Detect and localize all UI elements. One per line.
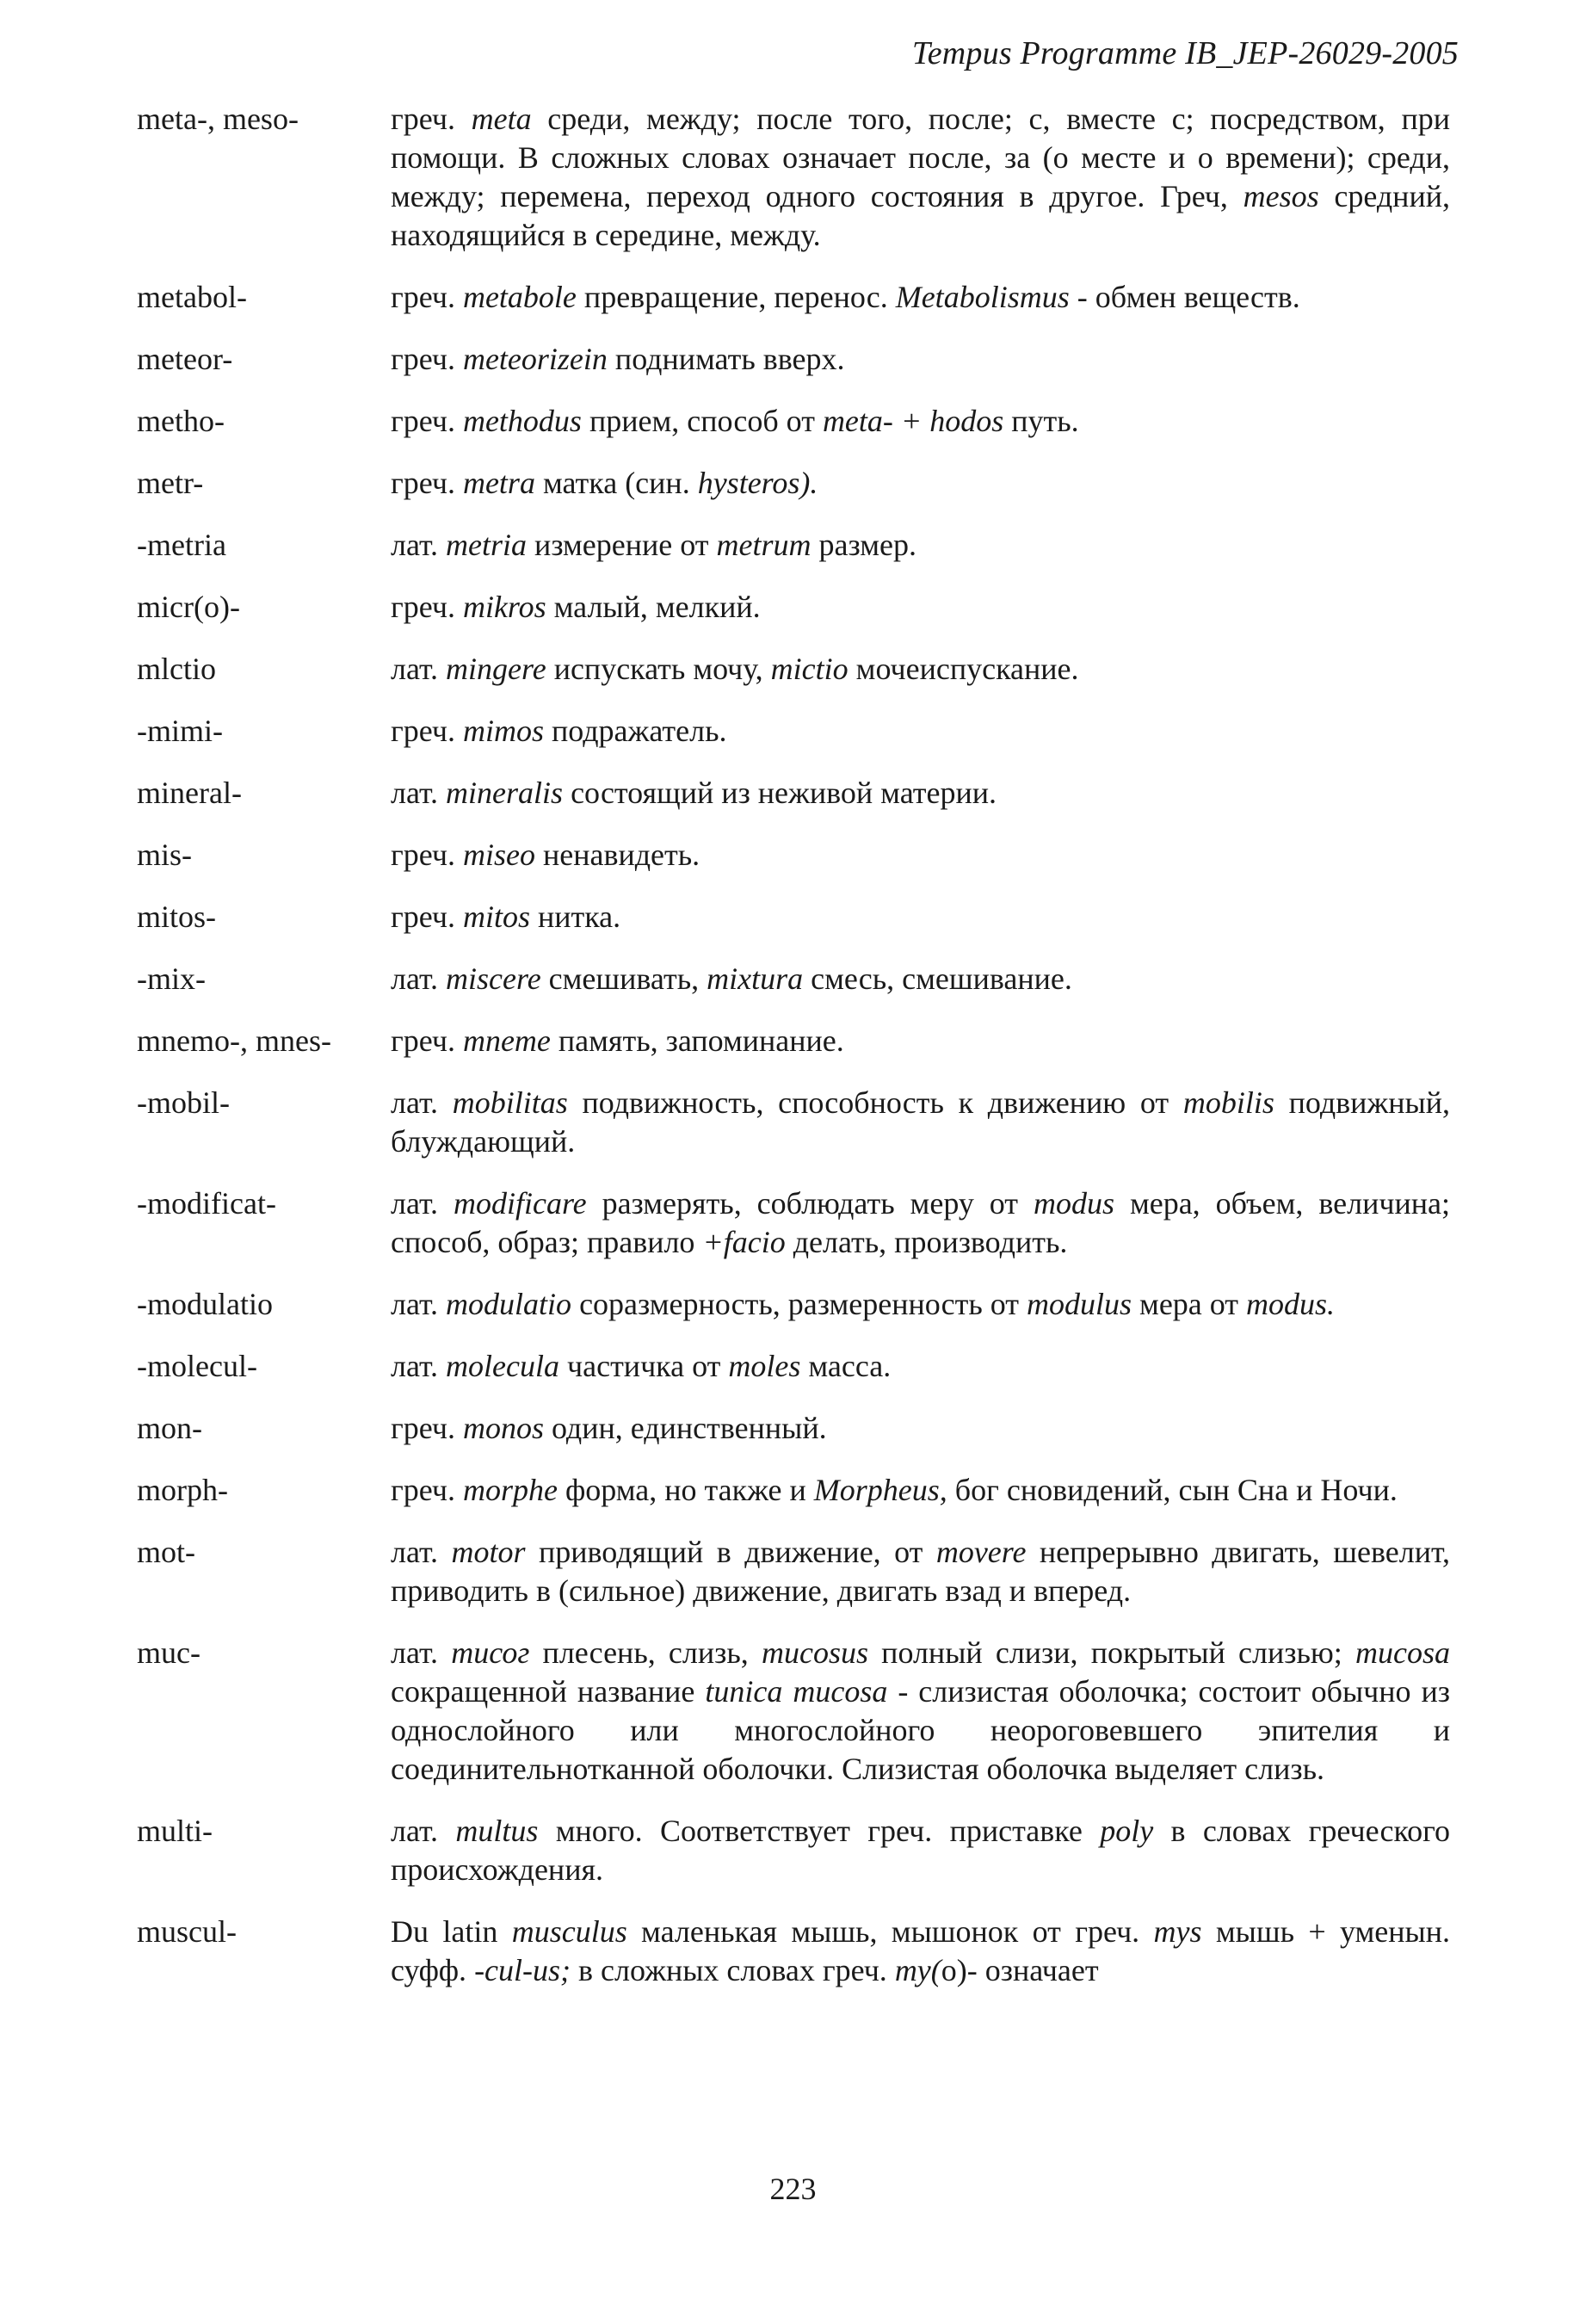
definition-italic-segment: mixtura (707, 961, 804, 996)
definition-italic-segment: mucosus (761, 1635, 868, 1670)
definition-segment: лат. (391, 652, 447, 686)
entry-definition (391, 960, 1450, 998)
definition-italic-segment: Metabolismus (895, 280, 1070, 314)
definition-segment: форма, но также и (557, 1473, 814, 1507)
definition-italic-segment: -cul-us; (474, 1953, 571, 1987)
dictionary-entry (133, 402, 1450, 441)
definition-segment: подражатель. (543, 714, 727, 748)
definition-segment: непрерывно двигать, шевелит, приводить в (сильное) движение, двигать взад и вперед. (391, 1535, 1450, 1608)
definition-italic-segment: mitos (462, 899, 530, 934)
definition-italic-segment: modulus (1027, 1287, 1132, 1321)
definition-segment: делать, производить. (785, 1225, 1068, 1259)
definition-segment: греч. (391, 102, 472, 136)
entry-definition (391, 1184, 1450, 1262)
definition-italic-segment: motor (451, 1535, 526, 1569)
definition-segment: смешивать, (540, 961, 707, 996)
dictionary-entry (133, 1022, 1450, 1060)
definition-segment: малый, мелкий. (546, 590, 761, 624)
definition-segment: мышь + уменын. суфф. (391, 1914, 1451, 1987)
definition-segment: размер. (811, 528, 916, 562)
definition-segment: - обмен веществ. (1069, 280, 1300, 314)
dictionary-entry (133, 898, 1450, 936)
entry-definition (391, 774, 1450, 813)
entry-definition (391, 1022, 1450, 1060)
definition-italic-segment: meta (471, 102, 532, 136)
entry-definition (391, 100, 1450, 255)
dictionary-entry (133, 960, 1450, 998)
definition-segment: подвижность, способность к движению от (567, 1085, 1183, 1120)
definition-segment: полный слизи, покрытый слизью; (867, 1635, 1355, 1670)
definition-italic-segment: metabole (462, 280, 577, 314)
entry-term: multi- (137, 1814, 213, 1848)
dictionary-entry (133, 1285, 1450, 1324)
definition-segment: греч. (391, 838, 463, 872)
definition-segment: лат. (391, 1349, 447, 1383)
page-number: 223 (769, 2172, 817, 2206)
definition-italic-segment: mneme (462, 1023, 551, 1058)
page-header: Tempus Programme IB_JEP-26029-2005 (911, 35, 1459, 71)
definition-segment: соразмерность, размеренность от (571, 1287, 1028, 1321)
definition-italic-segment: moles (728, 1349, 801, 1383)
definition-segment: греч. (391, 1411, 463, 1445)
definition-italic-segment: modulatio (446, 1287, 572, 1321)
dictionary-entry (133, 1471, 1450, 1510)
entry-definition (391, 1347, 1450, 1386)
entry-term: meta-, meso- (137, 102, 299, 136)
entry-term: -mobil- (137, 1085, 230, 1120)
definition-italic-segment: tunica mucosa (705, 1674, 888, 1709)
entry-term: mot- (137, 1535, 195, 1569)
definition-italic-segment: metrum (716, 528, 812, 562)
definition-segment: размерять, соблюдать меру от (586, 1186, 1034, 1221)
definition-segment: приводящий в движение, от (525, 1535, 936, 1569)
entry-term: -mimi- (137, 714, 223, 748)
entry-definition (391, 650, 1450, 689)
definition-italic-segment: morphe (462, 1473, 558, 1507)
definition-segment: прием, способ от (581, 404, 823, 438)
definition-italic-segment: тисог (451, 1635, 530, 1670)
definition-segment: один, единственный. (543, 1411, 827, 1445)
entry-definition (391, 1471, 1450, 1510)
definition-italic-segment: miscere (446, 961, 541, 996)
entry-definition (391, 278, 1450, 317)
definition-segment: o)- означает (941, 1953, 1099, 1987)
entry-definition (391, 1084, 1450, 1161)
definition-segment: мера, объем, величина; способ, образ; правило (391, 1186, 1450, 1259)
entry-term: -mix- (137, 961, 206, 996)
definition-segment: бог сновидений, сын Сна и Ночи. (947, 1473, 1398, 1507)
definition-italic-segment: mobilis (1182, 1085, 1274, 1120)
entry-term: mineral- (137, 776, 242, 810)
definition-segment: подвижный, блуждающий. (391, 1085, 1450, 1159)
entry-definition (391, 712, 1450, 751)
definition-italic-segment: Morpheus, (813, 1473, 947, 1507)
definition-italic-segment: mobilitas (452, 1085, 568, 1120)
definition-italic-segment: mucosa (1355, 1635, 1450, 1670)
definition-italic-segment: meteorizein (462, 342, 608, 376)
definition-segment: лат. (391, 528, 447, 562)
entry-term: mon- (137, 1411, 202, 1445)
entry-definition (391, 526, 1450, 565)
definition-segment: ненавидеть. (534, 838, 700, 872)
definition-segment: греч. (391, 342, 463, 376)
definition-segment: мера от (1132, 1287, 1247, 1321)
definition-segment: в сложных словах греч. (571, 1953, 895, 1987)
definition-italic-segment: mictio (770, 652, 849, 686)
definition-segment: поднимать вверх. (607, 342, 845, 376)
definition-segment: лат. (391, 1814, 456, 1848)
dictionary-entry (133, 100, 1450, 255)
dictionary-entry (133, 774, 1450, 813)
dictionary-entry (133, 650, 1450, 689)
definition-segment: мочеиспускание. (848, 652, 1079, 686)
definition-segment: в словах греческого происхождения. (391, 1814, 1450, 1887)
definition-italic-segment: miseo (462, 838, 535, 872)
definition-segment: смесь, смешивание. (803, 961, 1072, 996)
definition-italic-segment: my( (894, 1953, 941, 1987)
dictionary-entry (133, 588, 1450, 627)
entry-term: metho- (137, 404, 225, 438)
entry-definition (391, 898, 1450, 936)
dictionary-entry (133, 340, 1450, 379)
definition-segment: превращение, перенос. (576, 280, 896, 314)
entry-term: muc- (137, 1635, 201, 1670)
entry-definition (391, 588, 1450, 627)
definition-italic-segment: mimos (462, 714, 544, 748)
dictionary-entry (133, 1409, 1450, 1448)
entry-term: metr- (137, 466, 204, 500)
entry-definition (391, 340, 1450, 379)
dictionary-entry (133, 464, 1450, 503)
entry-definition (391, 464, 1450, 503)
entry-definition (391, 1409, 1450, 1448)
definition-segment: частичка от (559, 1349, 729, 1383)
definition-italic-segment: multus (455, 1814, 539, 1848)
definition-segment: греч. (391, 899, 463, 934)
definition-italic-segment: mys (1153, 1914, 1202, 1949)
definition-italic-segment: modus (1033, 1186, 1114, 1221)
definition-segment: маленькая мышь, мышонок от греч. (626, 1914, 1154, 1949)
definition-segment: путь. (1003, 404, 1079, 438)
entry-definition (391, 1533, 1450, 1610)
definition-italic-segment: methodus (462, 404, 582, 438)
entry-term: meteor- (137, 342, 233, 376)
entry-term: mitos- (137, 899, 217, 934)
entry-term: mnemo-, mnes- (137, 1023, 331, 1058)
definition-segment: память, запоминание. (550, 1023, 844, 1058)
definition-segment: плесень, слизь, (529, 1635, 762, 1670)
entry-definition (391, 402, 1450, 441)
definition-segment: масса. (800, 1349, 892, 1383)
definition-italic-segment: metria (446, 528, 528, 562)
dictionary-entry (133, 836, 1450, 875)
entry-term: mlctio (137, 652, 216, 686)
entry-definition (391, 1285, 1450, 1324)
definition-italic-segment: hysteros). (697, 466, 818, 500)
definition-italic-segment: musculus (511, 1914, 627, 1949)
definition-segment: греч. (391, 466, 463, 500)
definition-italic-segment: meta- + hodos (822, 404, 1004, 438)
definition-segment: среди, между; после того, после; с, вместе с; посредством, при помощи. В сложных словах означает после, за (о месте и о времени); среди, между; перемена, переход одного состояния в другое. Греч, (391, 102, 1451, 213)
definition-italic-segment: metra (462, 466, 535, 500)
definition-segment: греч. (391, 1473, 463, 1507)
entry-term: muscul- (137, 1914, 237, 1949)
entry-definition (391, 1812, 1450, 1889)
definition-segment: много. Соответствует греч. приставке (538, 1814, 1101, 1848)
definition-segment: лат. (391, 1535, 452, 1569)
entry-term: -molecul- (137, 1349, 257, 1383)
dictionary-entry (133, 1084, 1450, 1161)
entry-term: micr(o)- (137, 590, 240, 624)
definition-segment: состоящий из неживой материи. (563, 776, 997, 810)
entry-definition (391, 1913, 1450, 1990)
dictionary-entry (133, 1634, 1450, 1789)
entry-definition (391, 1634, 1450, 1789)
definition-segment: нитка. (529, 899, 621, 934)
definition-segment: греч. (391, 714, 463, 748)
definition-italic-segment: mingere (446, 652, 546, 686)
dictionary-entry (133, 526, 1450, 565)
definition-italic-segment: modus. (1246, 1287, 1336, 1321)
definition-segment: греч. (391, 590, 463, 624)
entry-term: mis- (137, 838, 193, 872)
definition-segment: лат. (391, 1186, 454, 1221)
definition-italic-segment: modificare (453, 1186, 587, 1221)
entry-definition (391, 836, 1450, 875)
definition-segment: - слизистая оболочка; состоит обычно из однослойного или многослойного неороговевшего эпителия и соединительнотканной оболочки. Слизистая оболочка выделяет слизь. (391, 1674, 1450, 1786)
dictionary-entry (133, 1812, 1450, 1889)
definition-segment: матка (син. (534, 466, 698, 500)
definition-italic-segment: movere (935, 1535, 1027, 1569)
definition-segment: лат. (391, 1287, 447, 1321)
dictionary-entry (133, 1347, 1450, 1386)
definition-segment: сокращенной название (391, 1674, 706, 1709)
definition-segment: греч. (391, 1023, 463, 1058)
entry-term: -metria (137, 528, 226, 562)
dictionary-entry (133, 278, 1450, 317)
definition-italic-segment: molecula (446, 1349, 560, 1383)
entry-term: -modulatio (137, 1287, 273, 1321)
definition-segment: Du latin (391, 1914, 512, 1949)
definition-segment: лат. (391, 1635, 452, 1670)
dictionary-entry (133, 1913, 1450, 1990)
definition-italic-segment: +facio (702, 1225, 786, 1259)
definition-segment: измерение от (527, 528, 717, 562)
definition-segment: греч. (391, 404, 463, 438)
definition-segment: средний, находящийся в середине, между. (391, 179, 1450, 252)
definition-segment: греч. (391, 280, 463, 314)
dictionary-entry (133, 1184, 1450, 1262)
dictionary-entry (133, 712, 1450, 751)
definition-segment: лат. (391, 1085, 453, 1120)
definition-segment: испускать мочу, (546, 652, 771, 686)
definition-italic-segment: mineralis (446, 776, 564, 810)
definition-segment: лат. (391, 961, 447, 996)
dictionary-entry (133, 1533, 1450, 1610)
definition-italic-segment: monos (462, 1411, 544, 1445)
entry-term: morph- (137, 1473, 228, 1507)
definition-italic-segment: poly (1100, 1814, 1154, 1848)
definition-italic-segment: mesos (1243, 179, 1319, 213)
dictionary-entries (133, 100, 1450, 2013)
entry-term: metabol- (137, 280, 247, 314)
definition-segment: лат. (391, 776, 447, 810)
definition-italic-segment: mikros (462, 590, 546, 624)
entry-term: -modificat- (137, 1186, 276, 1221)
